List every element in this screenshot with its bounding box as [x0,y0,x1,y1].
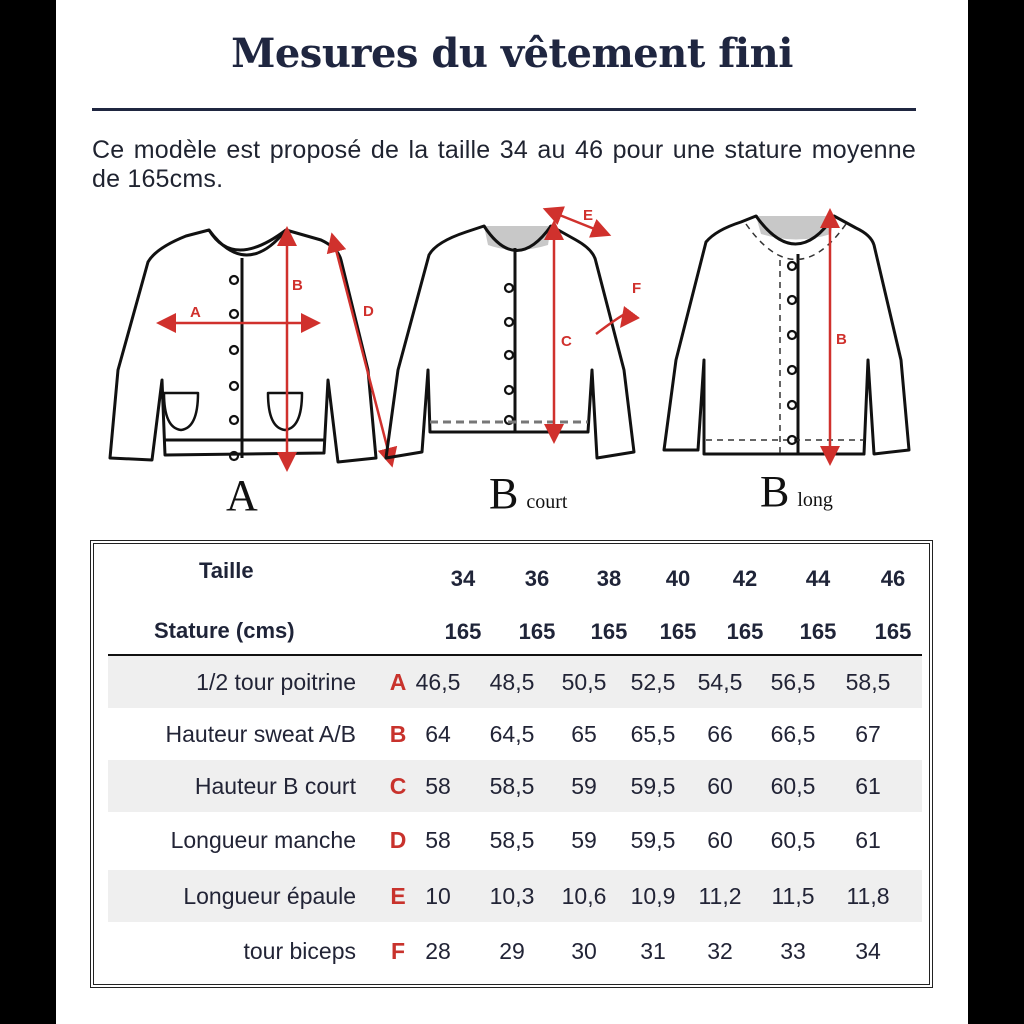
row-value: 10,9 [630,883,676,909]
size-col: 46 [880,566,906,591]
title-divider [92,108,916,111]
stature-col: 165 [590,619,628,644]
row-value: 10 [425,883,451,909]
row-value: 48,5 [489,669,535,695]
row-value: 65 [571,721,597,747]
size-col: 42 [732,566,758,591]
row-value: 67 [855,721,881,747]
row-value: 61 [855,827,881,853]
row-value: 56,5 [770,669,816,695]
jacket-b-long-drawing [664,216,909,454]
row-value: 52,5 [630,669,676,695]
svg-text:D: D [363,303,374,320]
garment-illustrations [56,200,968,530]
size-col: 38 [596,566,622,591]
svg-text:C: C [561,333,572,350]
intro-text: Ce modèle est proposé de la taille 34 au 46 pour une stature moyenne de 165cms. [92,136,916,193]
svg-text:F: F [632,280,642,297]
label-model-b-long [760,466,833,517]
svg-text:B: B [292,277,303,294]
row-value: 31 [640,938,666,964]
model-variant: long [797,489,833,511]
row-letter: A [389,669,407,695]
table-row [108,814,922,866]
row-label: Hauteur B court [194,773,356,799]
model-letter: B [489,469,519,518]
row-value: 65,5 [630,721,676,747]
svg-text:A: A [190,304,201,321]
size-col: 36 [524,566,550,591]
row-value: 64 [425,721,451,747]
row-value: 30 [571,938,597,964]
row-value: 59 [571,773,597,799]
row-value: 58,5 [489,773,535,799]
row-value: 32 [707,938,733,964]
row-value: 11,5 [771,883,815,909]
model-variant: court [526,491,568,513]
row-value: 11,8 [846,883,890,909]
row-value: 64,5 [489,721,535,747]
table-row [108,870,922,922]
row-value: 28 [425,938,451,964]
row-value: 50,5 [561,669,607,695]
row-value: 29 [499,938,525,964]
size-col: 44 [805,566,831,591]
model-letter: A [226,471,258,520]
row-label: tour biceps [243,938,356,964]
row-value: 60 [707,827,733,853]
label-model-b-court [489,468,567,519]
row-value: 11,2 [698,883,742,909]
jacket-a-drawing [110,230,376,462]
model-letter: B [760,467,790,516]
row-label: Longueur épaule [183,883,356,909]
page-title: Mesures du vêtement fini [231,30,793,77]
measurements-table [90,540,933,988]
size-chart-page [56,0,968,1024]
table-row [108,925,922,977]
row-value: 66,5 [770,721,816,747]
row-value: 66 [707,721,733,747]
row-label: 1/2 tour poitrine [196,669,356,695]
row-value: 59 [571,827,597,853]
stature-col: 165 [518,619,556,644]
row-value: 10,6 [561,883,607,909]
row-value: 59,5 [630,827,676,853]
row-letter: B [389,721,407,747]
row-letter: E [390,883,406,909]
stature-col: 165 [444,619,482,644]
row-value: 58 [425,827,451,853]
row-value: 60,5 [770,827,816,853]
row-value: 58,5 [489,827,535,853]
row-value: 61 [855,773,881,799]
stature-col: 165 [874,619,912,644]
row-letter: D [389,827,407,853]
svg-text:B: B [836,331,847,348]
row-value: 46,5 [415,669,461,695]
header-size-label: Taille [199,558,254,583]
row-value: 60 [707,773,733,799]
row-value: 54,5 [697,669,743,695]
row-value: 33 [780,938,806,964]
table-row [108,760,922,812]
size-col: 40 [665,566,691,591]
jacket-b-court-drawing [386,226,634,458]
row-value: 58 [425,773,451,799]
table-row [108,708,922,760]
svg-text:E: E [583,207,594,224]
header-stature-label: Stature (cms) [154,618,295,643]
row-value: 59,5 [630,773,676,799]
size-col: 34 [450,566,476,591]
stature-col: 165 [799,619,837,644]
label-model-a [226,470,258,521]
table-row [108,656,922,708]
row-value: 58,5 [845,669,891,695]
row-letter: C [389,773,407,799]
row-label: Longueur manche [170,827,356,853]
row-value: 60,5 [770,773,816,799]
row-value: 10,3 [489,883,535,909]
stature-col: 165 [726,619,764,644]
row-label: Hauteur sweat A/B [165,721,356,747]
row-letter: F [390,938,406,964]
stature-col: 165 [659,619,697,644]
row-value: 34 [855,938,881,964]
